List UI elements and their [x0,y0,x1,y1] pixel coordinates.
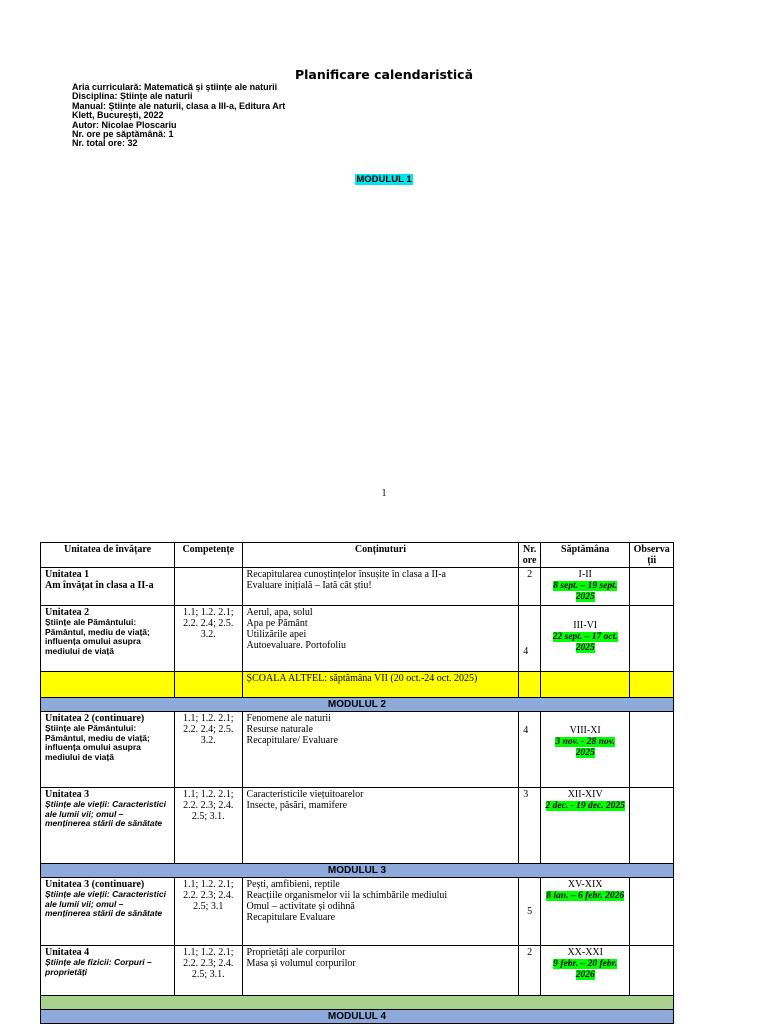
hours-value: 5 [527,906,533,917]
unit-subtitle: Științe ale vieții: Caracteristici ale lumii vii; omul – menținerea stării de sănătate [45,889,166,918]
unit-cell [41,946,175,996]
table-row [41,878,674,946]
module-3-label: MODULUL 3 [41,864,674,878]
unit-cell [41,568,175,606]
competences-cell: 1.1; 1.2. 2.1; 2.2. 2.3; 2.4. 2.5; 3.1 [175,878,243,946]
hours-cell [519,878,541,946]
content-item: Apa pe Pământ [246,618,308,629]
page-number: 1 [381,488,387,499]
module-4-label: MODULUL 4 [41,1010,674,1024]
competences-cell: 1.1; 1.2. 2.1; 2.2. 2.4; 2.5. 3.2. [175,606,243,672]
hours-cell: 2 [519,568,541,606]
content-item: Recapitulare Evaluare [246,912,336,923]
week-cell [541,946,630,996]
table-row [41,788,674,864]
header-competences: Competențe [175,543,243,568]
week-dates: 2 dec. - 19 dec. 2025 [545,801,625,811]
module-2-label: MODULUL 2 [41,698,674,712]
content-item: Fenomene ale naturii [246,713,331,724]
unit-title: Unitatea 3 [45,789,90,800]
unit-subtitle: Științe ale Pământului: Pământul, mediu de viață; influența omului asupra mediului de viață [45,723,150,762]
week-range: VIII-XI [569,725,601,736]
info-line-discipline: Disciplina: Științe ale naturii [72,91,193,102]
unit-cell [41,712,175,788]
separator-cell [41,996,674,1010]
module-1-heading [0,169,768,187]
header-contents: Conținuturi [242,543,519,568]
unit-title: Unitatea 1 [45,569,90,580]
week-dates: 3 nov. - 28 nov. 2025 [555,737,615,758]
unit-subtitle: Științe ale vieții: Caracteristici ale lumii vii; omul – menținerea stării de sănătate [45,799,166,828]
contents-cell [242,712,519,788]
table-header-row [41,543,674,568]
empty-cell [175,672,243,698]
content-item: Caracteristicile viețuitoarelor [246,789,364,800]
empty-cell [630,672,674,698]
week-cell [541,788,630,864]
unit-title: Unitatea 3 (continuare) [45,879,145,890]
content-item: Autoevaluare. Portofoliu [246,640,346,651]
observations-cell [630,568,674,606]
hours-value: 4 [523,646,529,657]
content-item: Proprietăți ale corpurilor [246,947,346,958]
empty-cell [519,672,541,698]
content-item: Aerul, apa, solul [246,607,313,618]
header-observations: Observa ții [630,543,674,568]
unit-title: Unitatea 2 [45,607,90,618]
contents-cell [242,878,519,946]
week-dates: 22 sept. – 17 oct. 2025 [552,632,618,653]
table-row [41,712,674,788]
content-item: Recapitularea cunoștințelor însușite în clasa a II-a [246,569,446,580]
unit-title: Unitatea 4 [45,947,90,958]
week-dates: 9 febr. – 20 febr. 2026 [553,959,618,980]
week-cell [541,606,630,672]
unit-title-line2: Am învățat în clasa a II-a [45,580,154,591]
unit-title: Unitatea 2 (continuare) [45,713,145,724]
week-range: XII-XIV [567,789,603,800]
week-dates: 8 ian. – 6 febr. 2026 [546,891,625,901]
week-dates: 8 sept. – 19 sept. 2025 [553,581,618,602]
contents-cell [242,788,519,864]
info-line-curricular-area: Aria curriculară: Matematică și științe ale naturii [72,82,278,92]
empty-cell [41,672,175,698]
hours-cell: 3 [519,788,541,864]
week-cell [541,712,630,788]
hours-cell [519,606,541,672]
content-item: Omul – activitate și odihnă [246,901,355,912]
contents-cell [242,606,519,672]
module-2-row [41,698,674,712]
info-line-manual: Manual: Științe ale naturii, clasa a III-a, Editura Art Klett, București, 2022 [72,100,286,121]
content-item: Recapitulare/ Evaluare [246,735,338,746]
planning-table [40,542,674,1024]
table-row [41,568,674,606]
hours-cell: 2 [519,946,541,996]
table-row [41,946,674,996]
info-line-total-hours: Nr. total ore: 32 [72,138,138,149]
header-unit: Unitatea de învățare [41,543,175,568]
hours-value: 4 [523,725,529,736]
content-item: Utilizările apei [246,629,307,640]
content-item: Insecte, păsări, mamifere [246,800,348,811]
observations-cell [630,712,674,788]
content-item: Reacțiile organismelor vii la schimbările mediului [246,890,448,901]
contents-cell [242,568,519,606]
unit-subtitle: Științe ale Pământului: Pământul, mediu de viață; influența omului asupra mediului de viață [45,617,150,656]
separator-row [41,996,674,1010]
competences-cell [175,568,243,606]
competences-cell: 1.1; 1.2. 2.1; 2.2. 2.3; 2.4. 2.5; 3.1. [175,788,243,864]
week-range: III-VI [573,620,598,631]
header-week: Săptămâna [541,543,630,568]
school-other-text: ȘCOALA ALTFEL: săptămâna VII (20 oct.-24 oct. 2025) [242,672,519,698]
observations-cell [630,606,674,672]
header-hours: Nr. ore [519,543,541,568]
unit-cell [41,878,175,946]
empty-cell [541,672,630,698]
info-line-hours-per-week: Nr. ore pe săptămână: 1 [72,129,174,140]
info-line-author: Autor: Nicolae Ploscariu [72,119,177,130]
observations-cell [630,788,674,864]
content-item: Evaluare inițială – Iată cât știu! [246,580,372,591]
module-1-label: MODULUL 1 [356,174,412,185]
module-4-row [41,1010,674,1024]
competences-cell: 1.1; 1.2. 2.1; 2.2. 2.4; 2.5. 3.2. [175,712,243,788]
unit-cell [41,606,175,672]
content-item: Masa și volumul corpurilor [246,958,356,969]
week-range: I-II [578,569,592,580]
content-item: Resurse naturale [246,724,313,735]
unit-cell [41,788,175,864]
observations-cell [630,878,674,946]
contents-cell [242,946,519,996]
competences-cell: 1.1; 1.2. 2.1; 2.2. 2.3; 2.4. 2.5; 3.1. [175,946,243,996]
week-cell [541,878,630,946]
content-item: Pești, amfibieni, reptile [246,879,340,890]
observations-cell [630,946,674,996]
week-cell [541,568,630,606]
hours-cell [519,712,541,788]
table-row [41,606,674,672]
unit-subtitle: Științe ale fizicii: Corpuri – proprietăți [45,957,152,977]
module-3-row [41,864,674,878]
page-title: Planificare calendaristică [294,67,474,82]
week-range: XX-XXI [567,947,603,958]
document-info [72,83,302,149]
week-range: XV-XIX [567,879,603,890]
school-other-row [41,672,674,698]
